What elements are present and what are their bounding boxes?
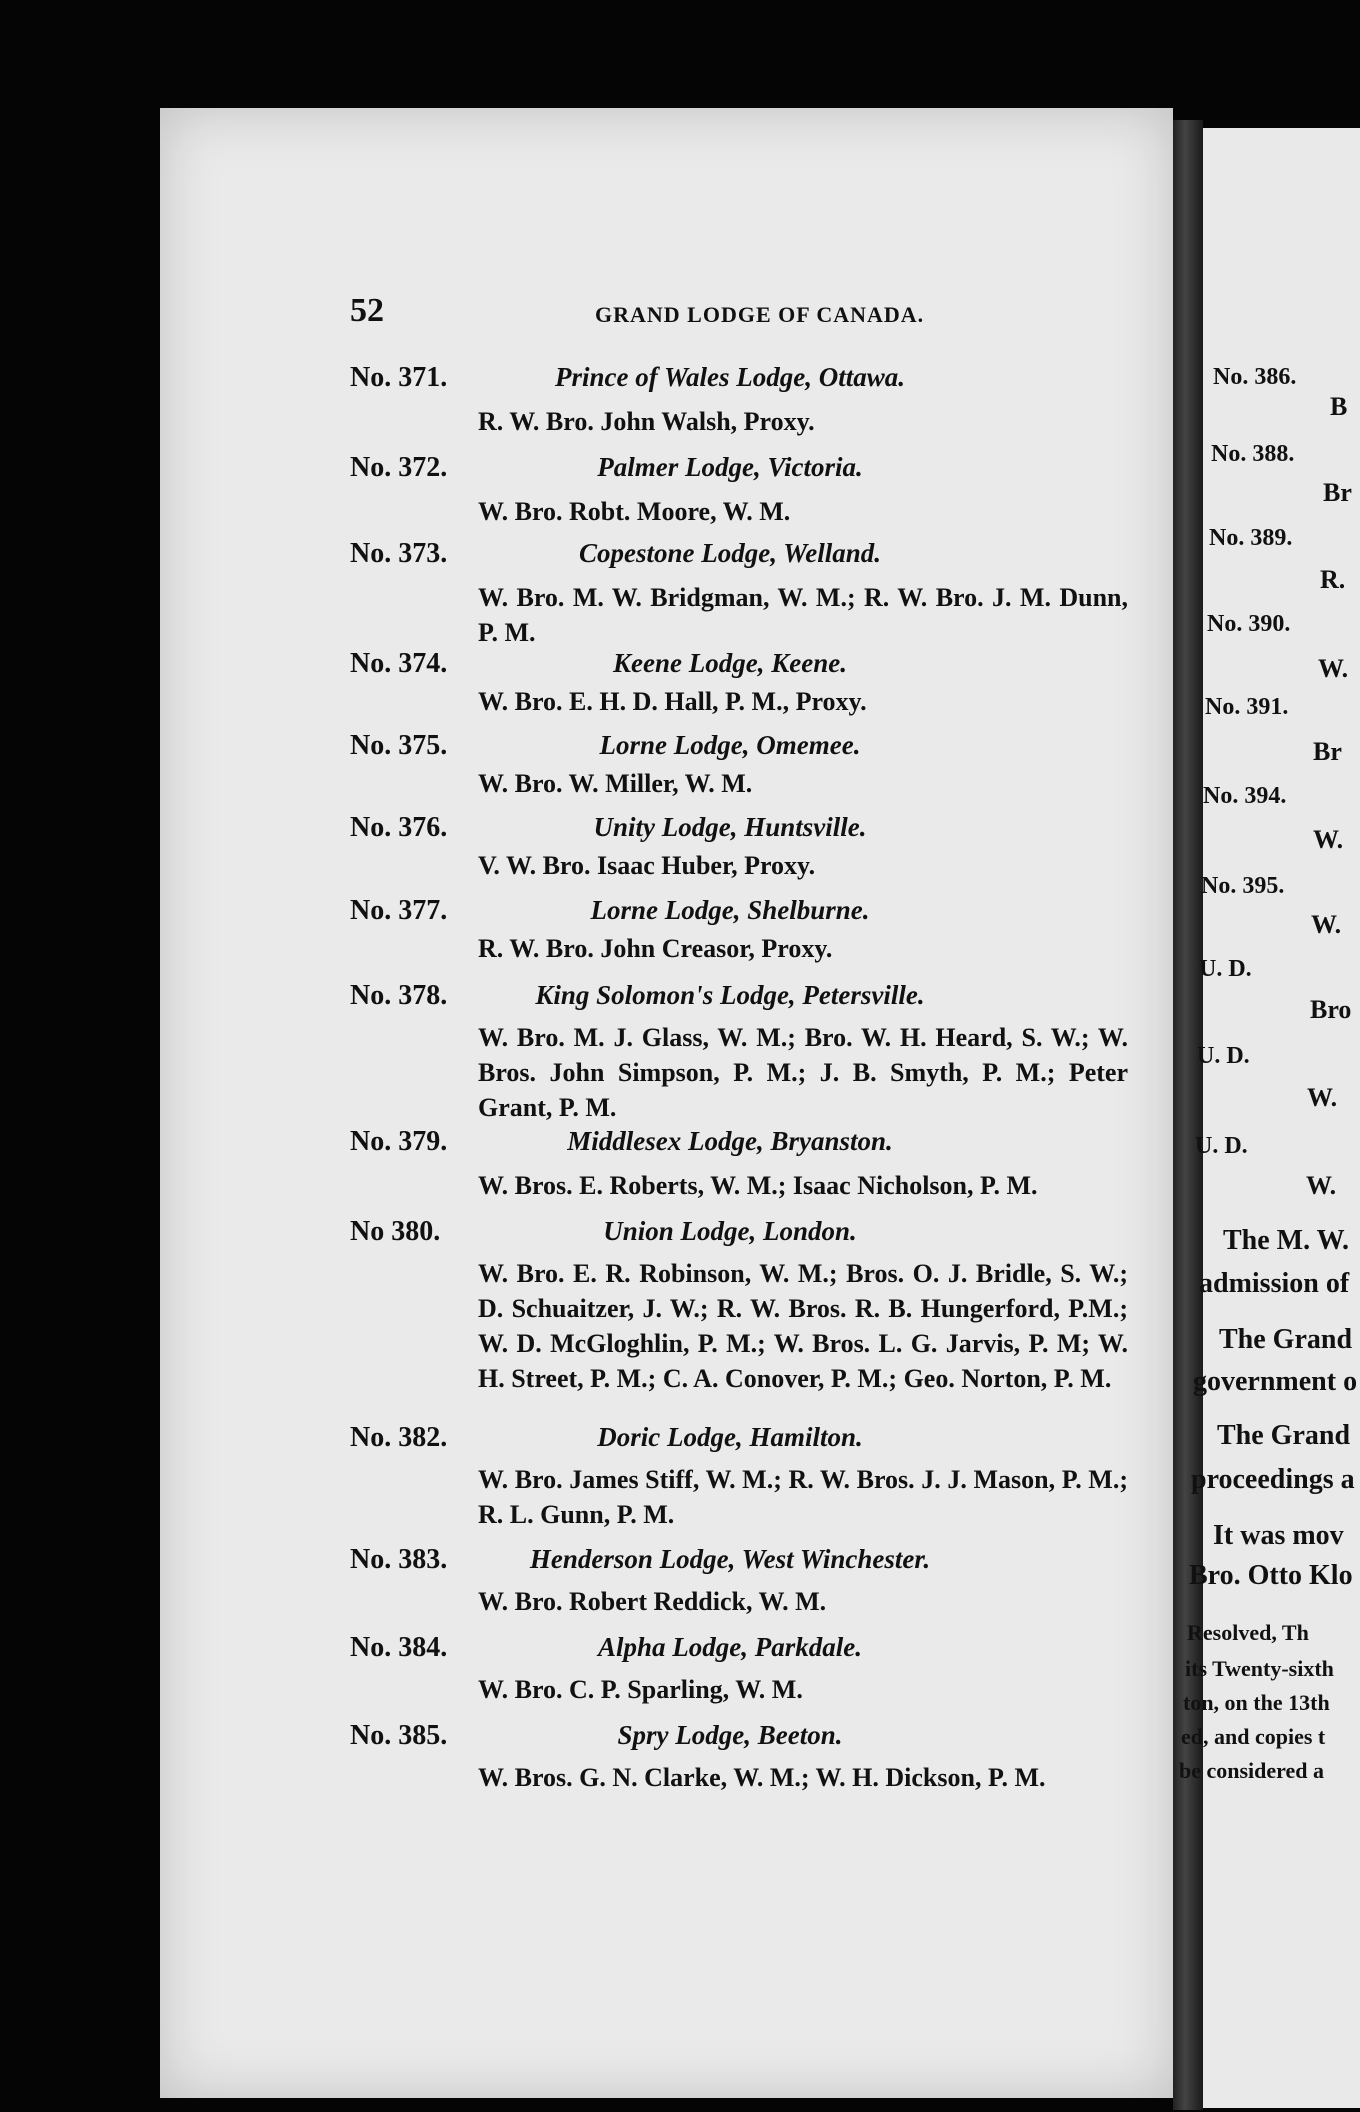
lodge-representatives: R. W. Bro. John Walsh, Proxy. (478, 407, 815, 436)
facing-fragment: Br (1313, 737, 1342, 766)
lodge-representatives: W. Bro. M. W. Bridgman, W. M.; R. W. Bro. J. M. Dunn, P. M. (478, 583, 1128, 647)
facing-lodge-number: No. 388. (1211, 441, 1295, 467)
facing-text-line: be considered a (1179, 1758, 1325, 1783)
facing-fragment: W. (1307, 1083, 1338, 1112)
lodge-number: No. 385. (350, 1720, 448, 1751)
lodge-number: No. 378. (350, 980, 448, 1011)
facing-fragment: B (1330, 392, 1348, 421)
facing-lodge-number: U. D. (1195, 1133, 1248, 1159)
lodge-number: No. 377. (350, 895, 448, 926)
lodge-name: Middlesex Lodge, Bryanston. (567, 1126, 893, 1156)
lodge-representatives: W. Bro. E. R. Robinson, W. M.; Bros. O. J. Bridle, S. W.; D. Schuaitzer, J. W.; R. W. Bros. R. B. Hungerford, P.M.; W. D. McGloghlin, P. M.; W. Bros. L. G. Jarvis, P. M; W. H. Street, P. M.; C. A. Conover, P. M.; Geo. Norton, P. M. (478, 1259, 1128, 1393)
facing-text-line: The Grand (1219, 1324, 1353, 1355)
facing-fragment: Br (1323, 478, 1352, 507)
facing-text-line: Bro. Otto Klo (1189, 1560, 1353, 1591)
facing-text-line: government o (1193, 1366, 1358, 1397)
lodge-number: No. 384. (350, 1632, 448, 1663)
facing-lodge-number: U. D. (1197, 1043, 1250, 1069)
lodge-representatives: W. Bro. E. H. D. Hall, P. M., Proxy. (478, 687, 867, 716)
facing-text-line: admission of (1199, 1268, 1350, 1299)
facing-text-line: ton, on the 13th (1183, 1690, 1330, 1715)
lodge-representatives: W. Bro. W. Miller, W. M. (478, 769, 753, 798)
facing-lodge-number: No. 390. (1207, 611, 1291, 637)
lodge-representatives: R. W. Bro. John Creasor, Proxy. (478, 934, 833, 963)
lodge-name: Alpha Lodge, Parkdale. (598, 1632, 862, 1662)
lodge-number: No. 373. (350, 538, 448, 569)
facing-text-line: Resolved, Th (1187, 1620, 1309, 1645)
facing-text-line: It was mov (1213, 1520, 1344, 1551)
facing-lodge-number: No. 394. (1203, 783, 1287, 809)
facing-fragment: W. (1313, 825, 1344, 854)
lodge-representatives: V. W. Bro. Isaac Huber, Proxy. (478, 851, 816, 880)
facing-lodge-number: No. 389. (1209, 525, 1293, 551)
facing-text-line: ed, and copies t (1181, 1724, 1326, 1749)
facing-lodge-number: No. 395. (1201, 873, 1285, 899)
lodge-name: Lorne Lodge, Omemee. (599, 730, 861, 760)
lodge-number: No. 376. (350, 812, 448, 843)
facing-text-line: The M. W. (1223, 1225, 1350, 1256)
lodge-number: No 380. (350, 1216, 441, 1247)
lodge-representatives: W. Bro. Robert Reddick, W. M. (478, 1587, 827, 1616)
facing-text-line: The Grand (1217, 1420, 1351, 1451)
lodge-representatives: W. Bro. M. J. Glass, W. M.; Bro. W. H. Heard, S. W.; W. Bros. John Simpson, P. M.; J. B. Smyth, P. M.; Peter Grant, P. M. (478, 1023, 1128, 1122)
facing-text-line: its Twenty-sixth (1185, 1656, 1334, 1681)
facing-fragment: W. (1311, 910, 1342, 939)
facing-fragment: W. (1306, 1171, 1337, 1200)
lodge-name: Henderson Lodge, West Winchester. (529, 1544, 931, 1574)
lodge-representatives: W. Bros. E. Roberts, W. M.; Isaac Nicholson, P. M. (478, 1171, 1038, 1200)
lodge-number: No. 372. (350, 452, 448, 483)
facing-text-line: proceedings a (1191, 1464, 1355, 1495)
lodge-representatives: W. Bros. G. N. Clarke, W. M.; W. H. Dickson, P. M. (478, 1763, 1046, 1792)
facing-lodge-number: No. 386. (1213, 364, 1297, 390)
facing-fragment: W. (1318, 654, 1349, 683)
lodge-number: No. 379. (350, 1126, 448, 1157)
lodge-number: No. 375. (350, 730, 448, 761)
facing-lodge-number: U. D. (1199, 956, 1252, 982)
lodge-name: Union Lodge, London. (603, 1216, 857, 1246)
lodge-name: Doric Lodge, Hamilton. (597, 1422, 863, 1452)
facing-page (1179, 128, 1360, 2108)
lodge-name: Prince of Wales Lodge, Ottawa. (555, 362, 905, 392)
lodge-representatives: W. Bro. James Stiff, W. M.; R. W. Bros. J. J. Mason, P. M.; R. L. Gunn, P. M. (478, 1465, 1128, 1529)
facing-lodge-number: No. 391. (1205, 694, 1289, 720)
lodge-number: No. 371. (350, 362, 448, 393)
lodge-name: Lorne Lodge, Shelburne. (590, 895, 870, 925)
page-number: 52 (350, 292, 384, 329)
lodge-name: Keene Lodge, Keene. (613, 648, 847, 678)
lodge-name: Palmer Lodge, Victoria. (597, 452, 863, 482)
lodge-name: King Solomon's Lodge, Petersville. (535, 980, 925, 1010)
facing-fragment: Bro (1310, 995, 1352, 1024)
lodge-name: Unity Lodge, Huntsville. (593, 812, 867, 842)
lodge-number: No. 374. (350, 648, 448, 679)
lodge-number: No. 383. (350, 1544, 448, 1575)
book-gutter (1173, 120, 1203, 2110)
lodge-number: No. 382. (350, 1422, 448, 1453)
facing-fragment: R. (1320, 565, 1346, 594)
running-head: GRAND LODGE OF CANADA. (595, 302, 925, 327)
lodge-name: Spry Lodge, Beeton. (617, 1720, 843, 1750)
lodge-representatives: W. Bro. Robt. Moore, W. M. (478, 497, 791, 526)
lodge-representatives: W. Bro. C. P. Sparling, W. M. (478, 1675, 803, 1704)
lodge-name: Copestone Lodge, Welland. (579, 538, 881, 568)
